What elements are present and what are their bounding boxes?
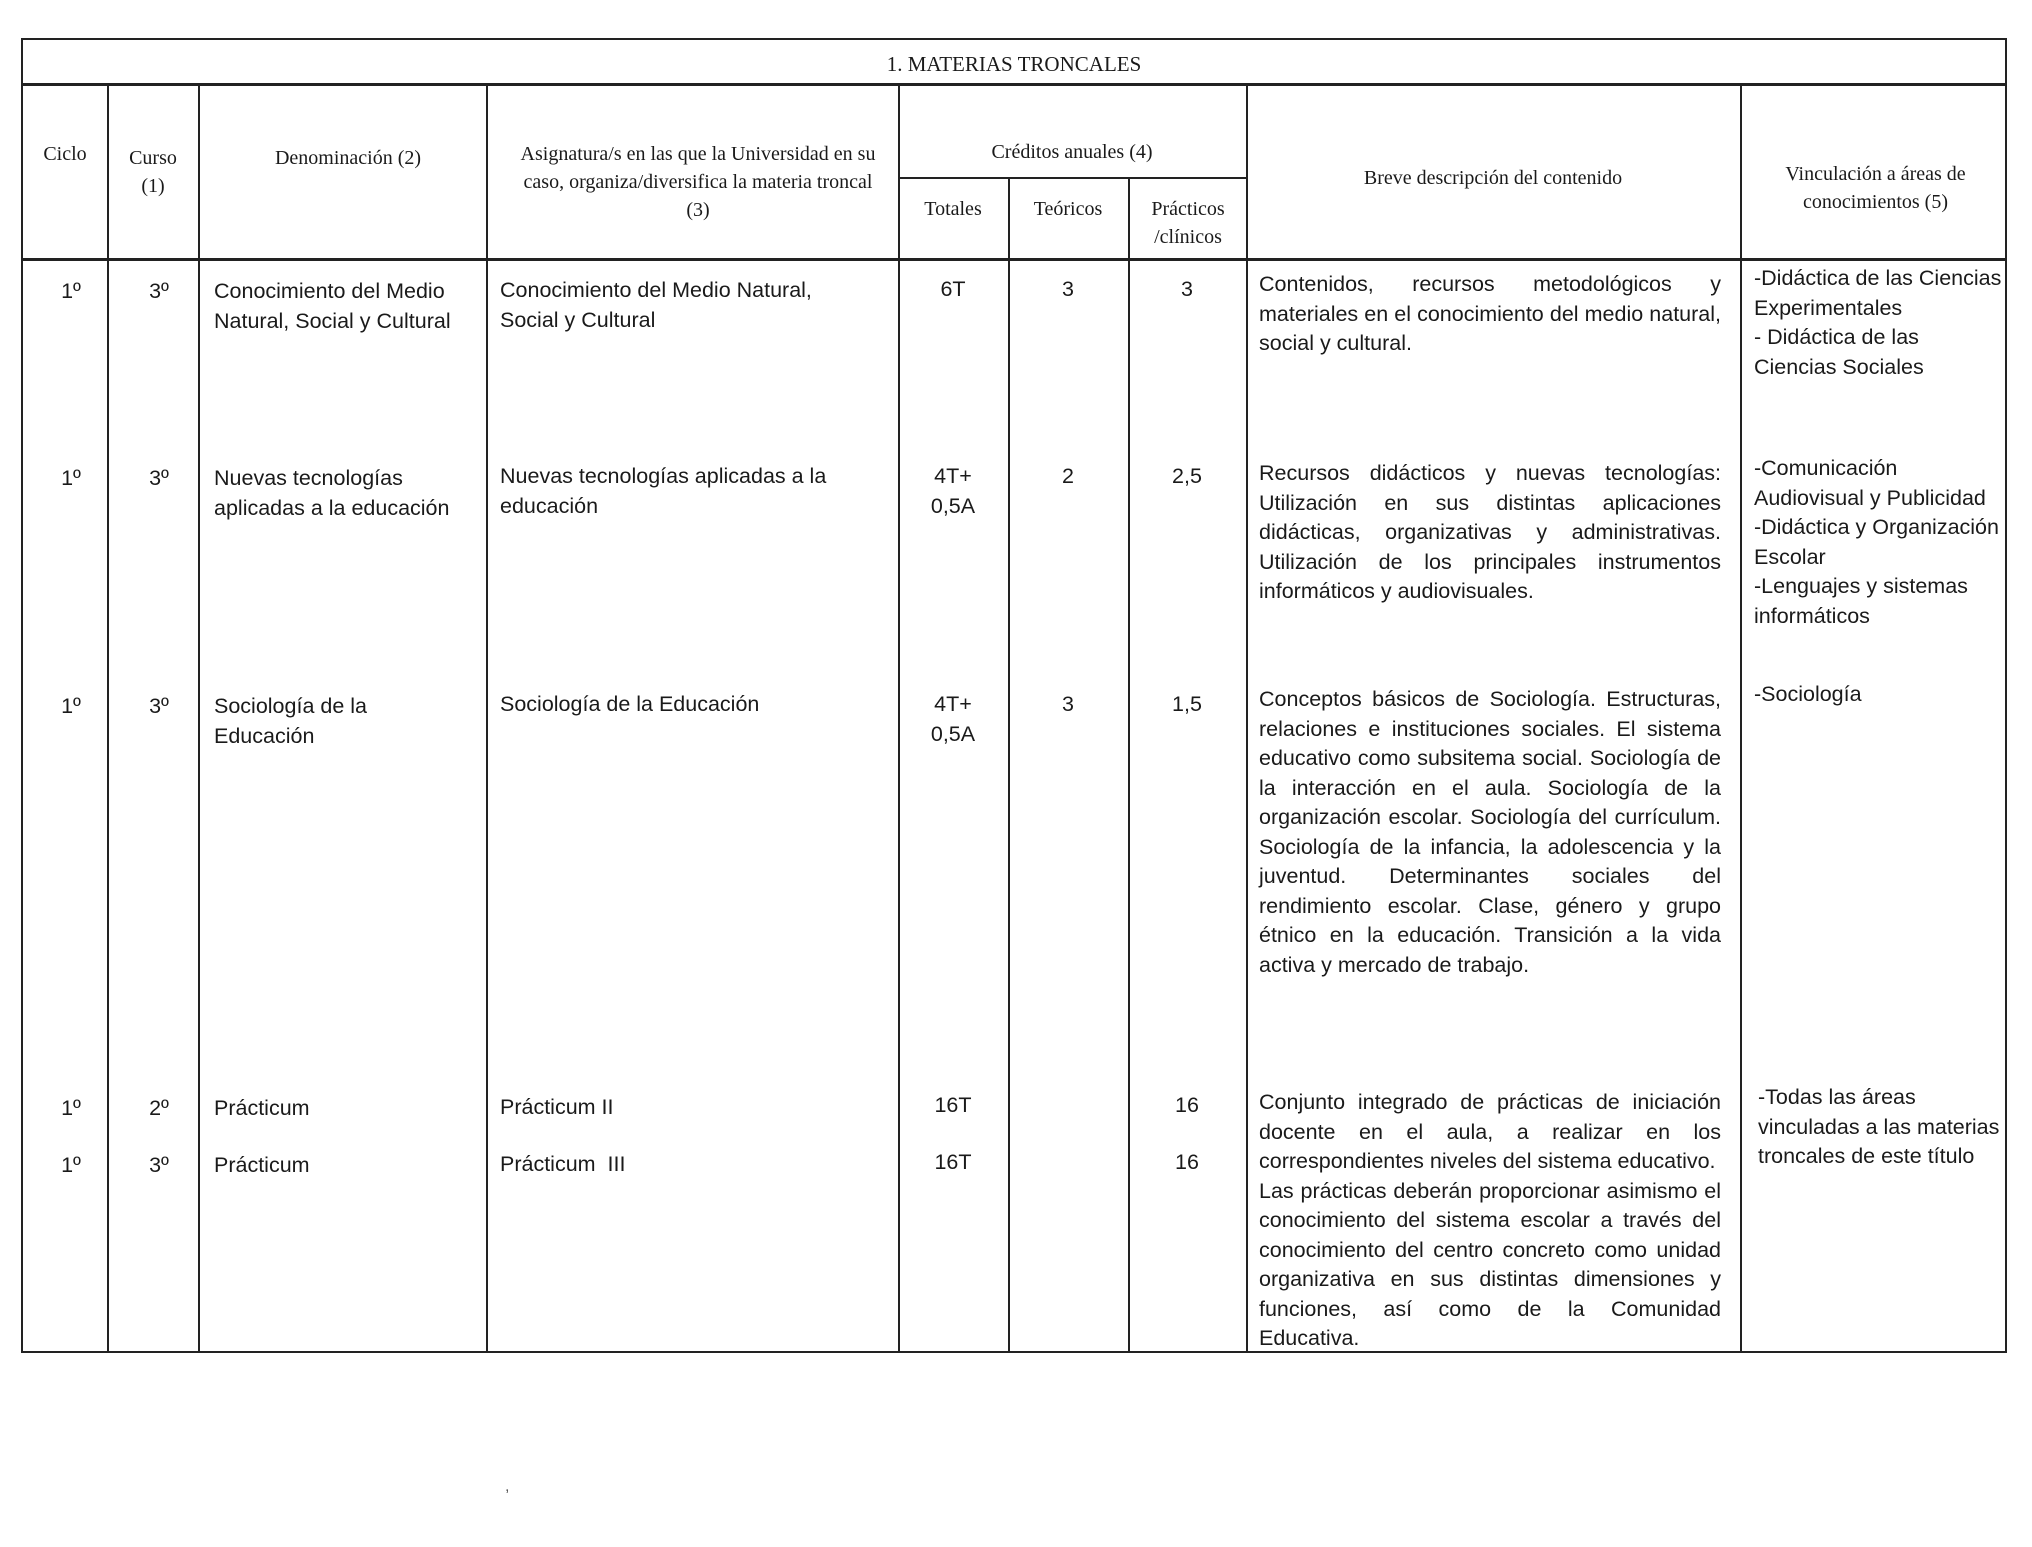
header-creditos: Créditos anuales (4) — [991, 141, 1153, 163]
row-2-ciclo: 1º — [61, 466, 81, 490]
header-curso: Curso (1) — [129, 147, 177, 197]
row-3-descripcion: Conceptos básicos de Sociología. Estructuras, relaciones e instituciones sociales. El sistema educativo como subsitema social. Sociología de la interacción en el aula. Sociología de la organización escolar. Sociología del currículum. Sociología de la infancia, la adolescencia y la juventud. Determinantes sociales del rendimiento escolar. Clase, género y grupo étnico en la educación. Transición a la vida activa y mercado de trabajo. — [1259, 687, 1721, 977]
column-divider — [107, 84, 109, 1351]
row-1-totales: 6T — [940, 277, 966, 301]
subjects-table — [21, 84, 2007, 1353]
row-1-vinculacion: -Didáctica de las Ciencias Experimentales - Didáctica de las Ciencias Sociales — [1754, 266, 2002, 379]
row-2-descripcion: Recursos didácticos y nuevas tecnologías: Utilización en sus distintas aplicaciones didácticas, organizativas y administrativas. Utilización de los principales instrumentos informáticos y audiovisuales. — [1259, 461, 1721, 603]
row-5-curso: 3º — [149, 1153, 169, 1177]
header-teoricos: Teóricos — [1033, 198, 1103, 220]
row-1-curso: 3º — [149, 279, 169, 303]
row-2-totales: 4T+ 0,5A — [930, 464, 976, 518]
row-1-ciclo: 1º — [61, 279, 81, 303]
column-divider — [486, 84, 488, 1351]
row-2-asignatura: Nuevas tecnologías aplicadas a la educación — [500, 464, 827, 518]
row-5-denominacion: Prácticum — [214, 1153, 310, 1177]
row-3-practicos: 1,5 — [1172, 692, 1202, 716]
header-descripcion: Breve descripción del contenido — [1363, 167, 1623, 189]
credits-header-divider — [898, 177, 1246, 179]
header-asignatura: Asignatura/s en las que la Universidad en su caso, organiza/diversifica la materia troncal (3) — [520, 143, 876, 221]
row-2-teoricos: 2 — [1062, 464, 1074, 488]
row-4-vinculacion: -Todas las áreas vinculadas a las materias troncales de este título — [1758, 1085, 2000, 1168]
table-title: 1. MATERIAS TRONCALES — [21, 38, 2007, 86]
header-practicos: Prácticos /clínicos — [1151, 198, 1225, 248]
row-2-curso: 3º — [149, 466, 169, 490]
row-3-vinculacion: -Sociología — [1754, 682, 1862, 706]
header-vinculacion: Vinculación a áreas de conocimientos (5) — [1785, 163, 1966, 213]
row-3-asignatura: Sociología de la Educación — [500, 692, 760, 716]
row-3-teoricos: 3 — [1062, 692, 1074, 716]
row-5-totales: 16T — [934, 1150, 972, 1174]
row-5-practicos: 16 — [1175, 1150, 1199, 1174]
row-5-asignatura: Prácticum III — [500, 1152, 626, 1176]
row-4-ciclo: 1º — [61, 1096, 81, 1120]
header-denominacion: Denominación (2) — [274, 147, 422, 169]
row-3-ciclo: 1º — [61, 694, 81, 718]
row-1-asignatura: Conocimiento del Medio Natural, Social y Cultural — [500, 278, 812, 332]
header-bottom-rule — [23, 258, 2007, 261]
row-4-descripcion: Conjunto integrado de prácticas de iniciación docente en el aula, a realizar en los correspondientes niveles del sistema educativo. Las prácticas deberán proporcionar asimismo el conocimiento del sistema escolar a través del conocimiento del centro concreto como unidad organizativa en sus distintas dimensiones y funciones, así como de la Comunidad Educativa. — [1259, 1090, 1721, 1350]
column-divider — [1008, 179, 1010, 1351]
row-3-curso: 3º — [149, 694, 169, 718]
header-totales: Totales — [924, 198, 982, 220]
column-divider — [1740, 84, 1742, 1351]
row-2-practicos: 2,5 — [1172, 464, 1202, 488]
row-4-asignatura: Prácticum II — [500, 1095, 614, 1119]
scan-speck: , — [505, 1478, 510, 1495]
header-ciclo: Ciclo — [43, 143, 87, 165]
row-4-totales: 16T — [934, 1093, 972, 1117]
column-divider — [1246, 84, 1248, 1351]
row-3-totales: 4T+ 0,5A — [930, 692, 976, 746]
row-1-descripcion: Contenidos, recursos metodológicos y materiales en el conocimiento del medio natural, social y cultural. — [1259, 272, 1721, 355]
row-1-practicos: 3 — [1181, 277, 1193, 301]
row-3-denominacion: Sociología de la Educación — [214, 694, 367, 748]
row-1-teoricos: 3 — [1062, 277, 1074, 301]
document-sheet — [21, 38, 2007, 1353]
row-2-denominacion: Nuevas tecnologías aplicadas a la educación — [214, 466, 450, 520]
row-4-practicos: 16 — [1175, 1093, 1199, 1117]
row-5-ciclo: 1º — [61, 1153, 81, 1177]
row-4-curso: 2º — [149, 1096, 169, 1120]
column-divider — [198, 84, 200, 1351]
row-4-denominacion: Prácticum — [214, 1096, 310, 1120]
row-1-denominacion: Conocimiento del Medio Natural, Social y Cultural — [214, 279, 451, 333]
row-2-vinculacion: -Comunicación Audiovisual y Publicidad -Didáctica y Organización Escolar -Lenguajes y sistemas informáticos — [1754, 456, 1999, 628]
